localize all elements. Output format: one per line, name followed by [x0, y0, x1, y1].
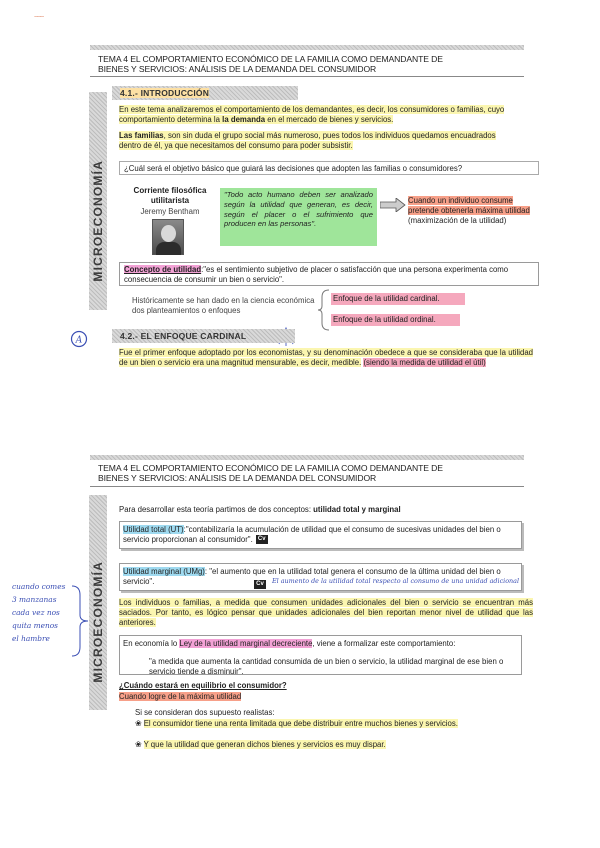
section-title-text: 4.2.- EL ENFOQUE CARDINAL: [120, 331, 247, 341]
question-box: [119, 161, 539, 175]
law-prefix: En economía lo: [123, 639, 180, 648]
families-paragraph: [119, 131, 519, 151]
intro-bold: la demanda: [222, 115, 266, 124]
individuals-paragraph: [119, 598, 533, 628]
history-text: Históricamente se han dado en la ciencia económica dos planteamientos o enfoques: [132, 296, 315, 315]
question-text: ¿Cuál será el objetivo básico que guiará las decisiones que adopten las familias o consumidores?: [124, 164, 463, 173]
equilibrium-answer: [119, 692, 309, 702]
concepts-intro: [119, 505, 539, 515]
margin-note-line: 3 manzanas: [12, 595, 57, 604]
law-quote: "a medida que aumenta la cantidad consumida de un bien o servicio, la utilidad marginal de ese bien o servicio tiende a disminuir".: [149, 657, 504, 676]
law-suffix: , viene a formalizar este comportamiento:: [312, 639, 456, 648]
concepts-intro-text: Para desarrollar esta teoría partimos de dos conceptos:: [119, 505, 314, 514]
quote-text: "Todo acto humano deben ser analizado según la utilidad que generan, es decir, según el placer o el sufrimiento que producen en las personas".: [224, 190, 373, 229]
header-line-1: TEMA 4 EL COMPORTAMIENTO ECONÓMICO DE LA FAMILIA COMO DEMANDANTE DE: [98, 54, 443, 64]
cardinal-text: Fue el primer enfoque adoptado por los economistas, y su denominación obedece a que se consideraba que la utilidad de un bien o servicio era una magnitud mensurable, es decir, medible.: [119, 348, 533, 367]
concept-box: [119, 262, 539, 286]
equilibrium-question: ¿Cuándo estará en equilibrio el consumidor?: [119, 681, 287, 690]
approach-cardinal: Enfoque de la utilidad cardinal.: [331, 293, 465, 305]
bullet-icon: ❀: [135, 719, 144, 728]
concepts-intro-bold: utilidad total y marginal: [313, 505, 401, 514]
concept-paragraph: [124, 265, 534, 285]
slide-header: [90, 52, 524, 75]
cv-icon: Cv: [254, 580, 266, 589]
author-name: Jeremy Bentham: [140, 207, 200, 216]
assumption-2-text: Y que la utilidad que generan dichos bienes y servicios es muy dispar.: [143, 740, 386, 749]
ut-label: Utilidad total (UT): [123, 525, 184, 534]
portrait-image: [152, 219, 184, 255]
margin-note-line: quita menos: [12, 621, 58, 630]
approach-ordinal: Enfoque de la utilidad ordinal.: [331, 314, 460, 326]
result-text: [408, 196, 534, 226]
current-title-line-2: utilitarista: [150, 196, 190, 205]
header-line-2: BIENES Y SERVICIOS: ANÁLISIS DE LA DEMANDA DEL CONSUMIDOR: [98, 473, 377, 483]
concept-text: :"es el sentimiento subjetivo de placer o satisfacción que una persona experimenta como consecuencia de consumir un bien o servicio".: [124, 265, 509, 284]
slide-header: [90, 461, 524, 484]
cv-icon: Cv: [256, 535, 268, 544]
law-paragraph: [123, 639, 519, 649]
intro-part-1: En este tema analizaremos el comportamiento de los demandantes, es decir, los consumidores o familias, cuyo comportamiento determina la: [119, 105, 505, 124]
header-bar: [90, 45, 524, 50]
margin-note-line: cuando comes: [12, 582, 66, 591]
intro-part-2: en el mercado de bienes y servicios.: [265, 115, 394, 124]
families-text: , son sin duda el grupo social más numeroso, pues todos los individuos quedamos encuadrados dentro de él, ya que necesitamos del consumo para poder subsistir.: [119, 131, 496, 150]
equilibrium-answer-text: Cuando logre de la máxima utilidad: [119, 692, 242, 701]
sidebar-label: MICROECONOMÍA: [91, 160, 105, 282]
individuals-text: Los individuos o familias, a medida que consumen unidades adicionales del bien o servicio se encuentran más saciados. Por tanto, es lógico pensar que unidades adicionales del bien reportan menor nivel de utilidad que las anteriores.: [119, 598, 533, 627]
margin-note-line: cada vez nos: [12, 608, 60, 617]
section-title-introduccion: [112, 86, 298, 100]
result-rest: (maximización de la utilidad): [408, 216, 507, 225]
assumptions-intro: Si se consideran dos supuesto realistas:: [135, 708, 275, 717]
ut-paragraph: [123, 525, 519, 545]
families-bold: Las familias: [119, 131, 164, 140]
sidebar-label: MICROECONOMÍA: [91, 561, 105, 683]
um-label: Utilidad marginal (UMg): [123, 567, 205, 576]
portrait-body: [156, 242, 181, 255]
slide-1: [0, 0, 600, 400]
section-title-text: 4.1.- INTRODUCCIÓN: [120, 88, 210, 98]
law-highlight: Ley de la utilidad marginal decreciente: [179, 639, 313, 648]
margin-note-line: el hambre: [12, 634, 50, 643]
sidebar: [89, 495, 107, 710]
brace-icon: [318, 289, 330, 331]
bullet-icon: ❀: [135, 740, 144, 749]
quote-box: [220, 188, 377, 246]
ut-text: :"contabilizaría la acumulación de utilidad que el consumo de sucesivas unidades del bien o servicio proporcionan al consumidor".: [123, 525, 501, 544]
header-line-1: TEMA 4 EL COMPORTAMIENTO ECONÓMICO DE LA FAMILIA COMO DEMANDANTE DE: [98, 463, 443, 473]
header-rule: [90, 486, 524, 487]
um-text: : "el aumento que en la utilidad total genera el consumo de la última unidad del bien o servicio".: [123, 567, 501, 586]
assumption-2: [135, 740, 525, 750]
arrow-icon: [380, 198, 406, 212]
slide-2: [0, 455, 600, 848]
law-box: [119, 635, 522, 675]
current-title: [127, 186, 213, 206]
result-highlight: Cuando un individuo consume pretende obtenerla máxima utilidad: [408, 196, 530, 215]
section-title-cardinal: [112, 329, 295, 343]
intro-paragraph: [119, 105, 533, 125]
sidebar: [89, 92, 107, 310]
corner-mark: ~~~: [34, 14, 44, 21]
header-rule: [90, 76, 524, 77]
ut-box: [119, 521, 522, 549]
concept-label: Concepto de utilidad: [124, 265, 202, 274]
circled-letter-icon: [70, 330, 88, 348]
header-bar: [90, 455, 524, 460]
portrait-face: [161, 225, 176, 242]
circled-letter: A: [75, 335, 83, 346]
assumption-1-text: El consumidor tiene una renta limitada que debe distribuir entre muchos bienes y servicios.: [143, 719, 458, 728]
assumption-1: [135, 719, 525, 729]
margin-brace-icon: [70, 585, 90, 657]
current-title-line-1: Corriente filosófica: [133, 186, 207, 195]
cardinal-highlight: (siendo la medida de utilidad el útil): [363, 358, 486, 367]
header-line-2: BIENES Y SERVICIOS: ANÁLISIS DE LA DEMANDA DEL CONSUMIDOR: [98, 64, 377, 74]
cardinal-paragraph: [119, 348, 533, 368]
um-handwritten-note: El aumento de la utilidad total respecto al consumo de una unidad adicional: [272, 577, 520, 585]
